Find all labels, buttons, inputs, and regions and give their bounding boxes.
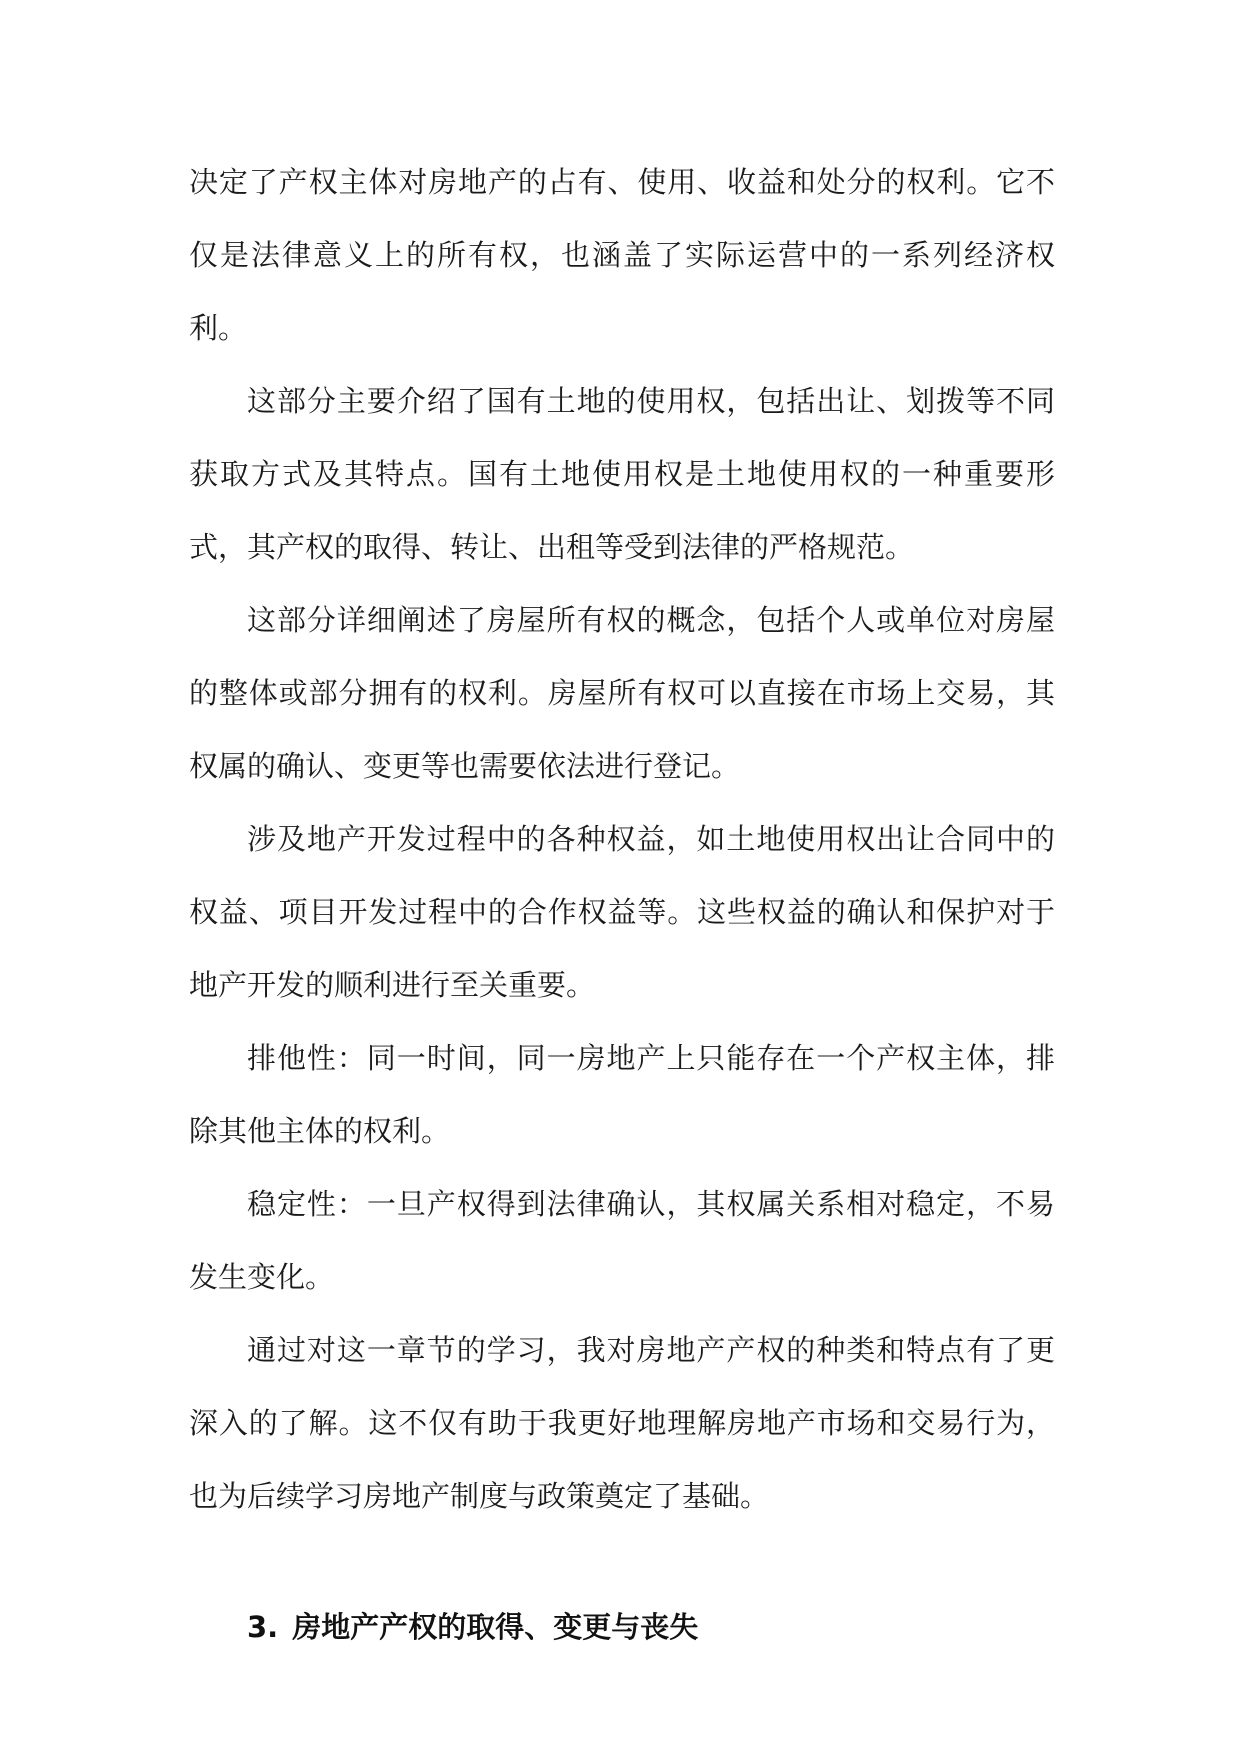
section-title: 房地产产权的取得、变更与丧失	[292, 1610, 699, 1644]
paragraph-continuation: 决定了产权主体对房地产的占有、使用、收益和处分的权利。它不仅是法律意义上的所有权，也涵盖了实际运营中的一系列经济权利。	[189, 165, 1055, 345]
paragraph-house-ownership: 这部分详细阐述了房屋所有权的概念，包括个人或单位对房屋的整体或部分拥有的权利。房屋所有权可以直接在市场上交易，其权属的确认、变更等也需要依法进行登记。	[189, 603, 1055, 783]
document-body	[189, 146, 1055, 1664]
section-heading	[189, 1591, 1055, 1664]
paragraph-stability: 稳定性：一旦产权得到法律确认，其权属关系相对稳定，不易发生变化。	[189, 1187, 1055, 1294]
paragraph-land-use-rights: 这部分主要介绍了国有土地的使用权，包括出让、划拨等不同获取方式及其特点。国有土地使用权是土地使用权的一种重要形式，其产权的取得、转让、出租等受到法律的严格规范。	[189, 384, 1055, 564]
section-number: 3.	[247, 1610, 279, 1644]
paragraph-exclusivity: 排他性：同一时间，同一房地产上只能存在一个产权主体，排除其他主体的权利。	[189, 1041, 1055, 1148]
paragraph-summary: 通过对这一章节的学习，我对房地产产权的种类和特点有了更深入的了解。这不仅有助于我更好地理解房地产市场和交易行为，也为后续学习房地产制度与政策奠定了基础。	[189, 1333, 1055, 1513]
paragraph-development-rights: 涉及地产开发过程中的各种权益，如土地使用权出让合同中的权益、项目开发过程中的合作权益等。这些权益的确认和保护对于地产开发的顺利进行至关重要。	[189, 822, 1055, 1002]
